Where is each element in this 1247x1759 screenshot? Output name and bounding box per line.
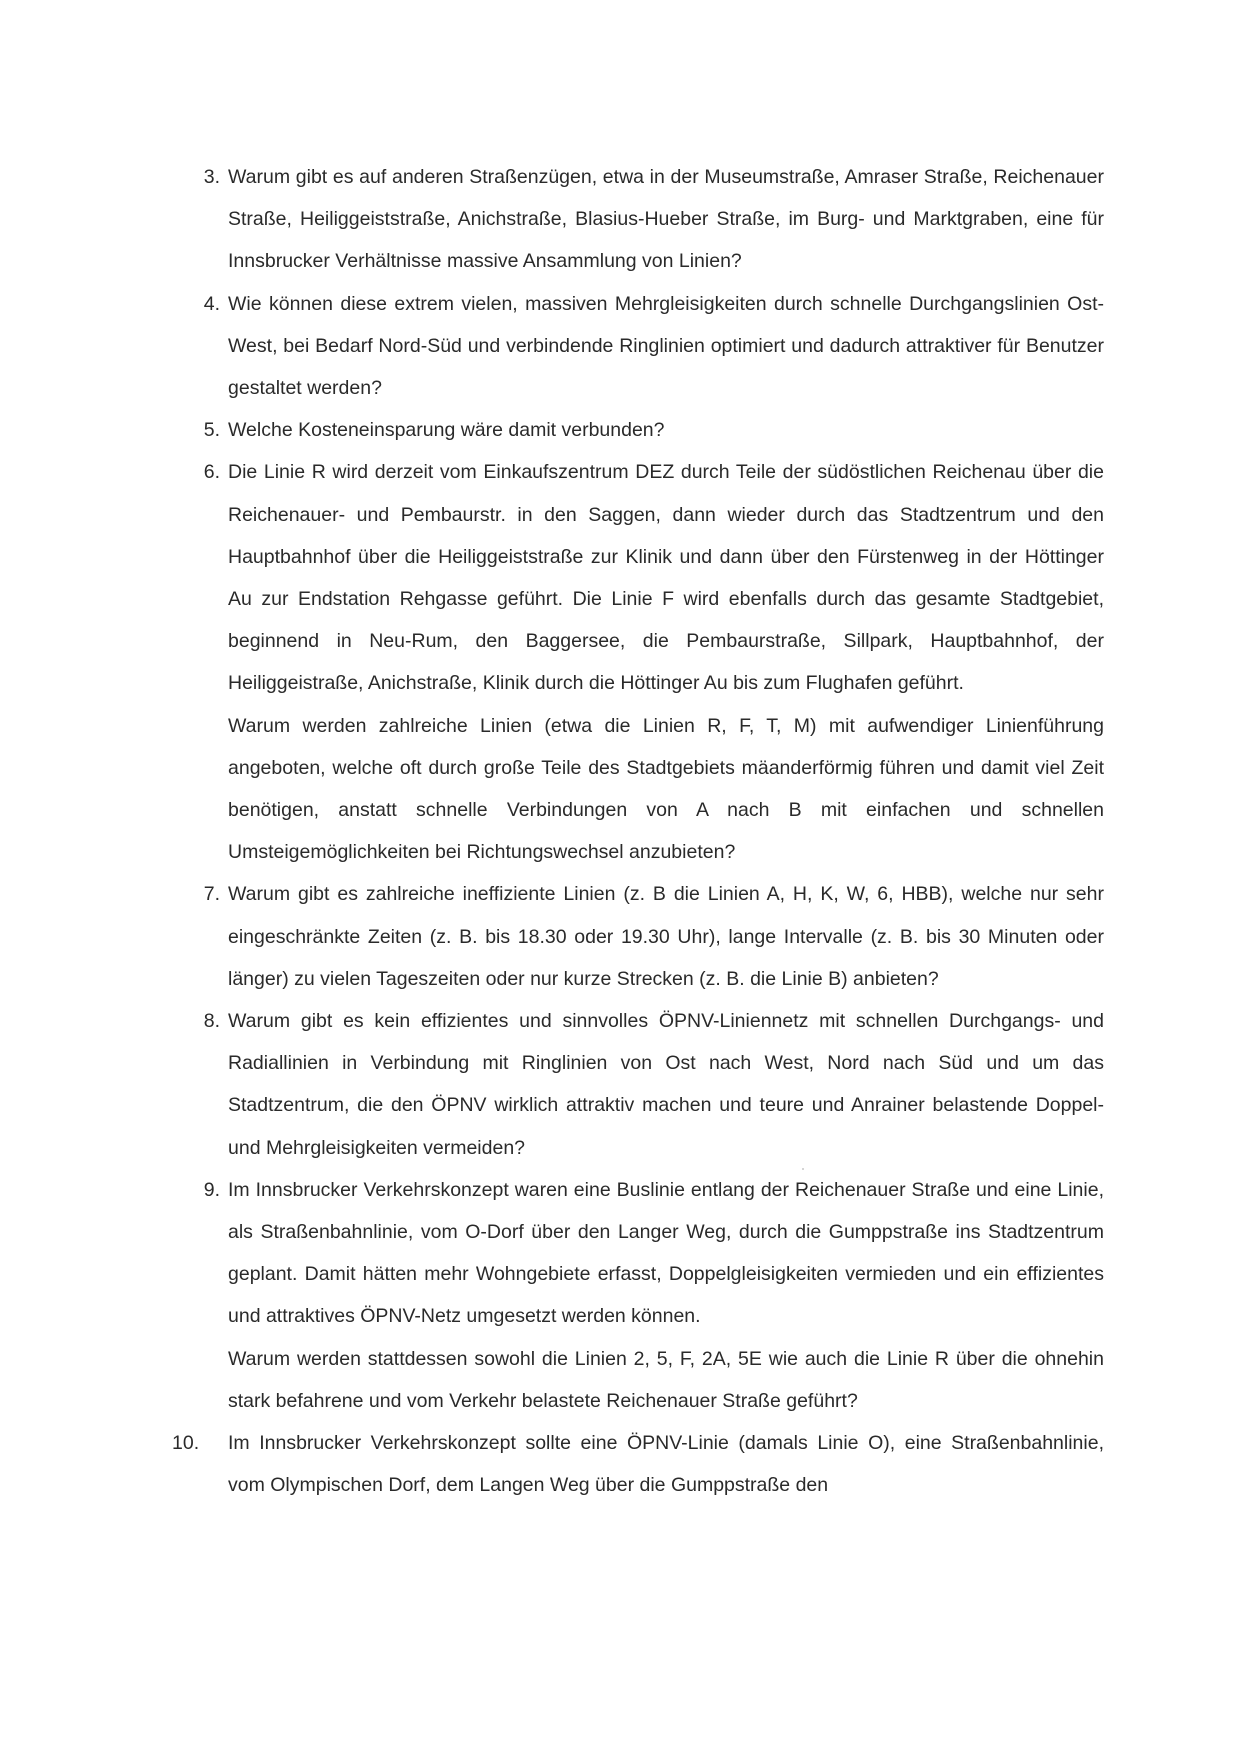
item-text: Warum gibt es auf anderen Straßenzügen, etwa in der Museumstraße, Amraser Straße, Reichenauer Straße, Heiliggeiststraße, Anichstraße, Blasius-Hueber Straße, im Burg- und Marktgraben, eine für Innsbrucker Verhältnisse massive Ansammlung von Linien? — [228, 166, 1104, 273]
item-number: 5. — [203, 419, 220, 442]
item-number: 7. — [203, 883, 220, 906]
list-item-10 — [172, 1422, 1104, 1506]
item-number: 3. — [203, 166, 220, 188]
item-number: 8. — [203, 1010, 220, 1033]
item-text: Welche Kosteneinsparung wäre damit verbunden? — [228, 419, 665, 442]
numbered-question-list — [172, 156, 1104, 1507]
item-number: 9. — [203, 1178, 220, 1201]
item-text: Wie können diese extrem vielen, massiven Mehrgleisigkeiten durch schnelle Durchgangslinien Ost-West, bei Bedarf Nord-Süd und verbindende Ringlinien optimiert und dadurch attraktiver für Benutzer gestaltet werden? — [228, 292, 1104, 400]
scan-speck — [802, 1168, 804, 1170]
list-item-5 — [186, 409, 1104, 451]
item-text: Warum gibt es kein effizientes und sinnvolles ÖPNV-Liniennetz mit schnellen Durchgangs- und Radiallinien in Verbindung mit Ringlinien von Ost nach West, Nord nach Süd und um das Stadtzentrum, die den ÖPNV wirklich attraktiv machen und teure und Anrainer belastende Doppel- und Mehrgleisigkeiten vermeiden? — [228, 1010, 1104, 1159]
item-number: 4. — [203, 292, 220, 315]
list-item-4 — [186, 283, 1104, 410]
list-item-7 — [186, 873, 1104, 1000]
item-question-text: Warum werden stattdessen sowohl die Linien 2, 5, F, 2A, 5E wie auch die Linie R über die ohnehin stark befahrene und vom Verkehr belastete Reichenauer Straße geführt? — [228, 1347, 1104, 1412]
item-text: Im Innsbrucker Verkehrskonzept waren eine Buslinie entlang der Reichenauer Straße und eine Linie, als Straßenbahnlinie, vom O-Dorf über den Langer Weg, durch die Gumppstraße ins Stadtzentrum geplant. Damit hätten mehr Wohngebiete erfasst, Doppelgleisigkeiten vermieden und ein effizientes und attraktives ÖPNV-Netz umgesetzt werden können. — [228, 1178, 1104, 1328]
list-item-3 — [186, 156, 1104, 283]
item-number: 10. — [172, 1432, 200, 1455]
item-text: Die Linie R wird derzeit vom Einkaufszentrum DEZ durch Teile der südöstlichen Reichenau über die Reichenauer- und Pembaurstr. in den Saggen, dann wieder durch das Stadtzentrum und den Hauptbahnhof über die Heiliggeiststraße zur Klinik und dann über den Fürstenweg in der Höttinger Au zur Endstation Rehgasse geführt. Die Linie F wird ebenfalls durch das gesamte Stadtgebiet, beginnend in Neu-Rum, den Baggersee, die Pembaurstraße, Sillpark, Hauptbahnhof, der Heiliggeistraße, Anichstraße, Klinik durch die Höttinger Au bis zum Flughafen geführt. — [228, 461, 1104, 695]
list-item-9 — [186, 1169, 1104, 1422]
item-text: Im Innsbrucker Verkehrskonzept sollte eine ÖPNV-Linie (damals Linie O), eine Straßenbahnlinie, vom Olympischen Dorf, dem Langen Weg über die Gumppstraße den — [228, 1432, 1104, 1497]
item-number: 6. — [203, 461, 220, 484]
item-question-text: Warum werden zahlreiche Linien (etwa die Linien R, F, T, M) mit aufwendiger Linienführung angeboten, welche oft durch große Teile des Stadtgebiets mäanderförmig führen und damit viel Zeit benötigen, anstatt schnelle Verbindungen von A nach B mit einfachen und schnellen Umsteigemöglichkeiten bei Richtungswechsel anzubieten? — [228, 714, 1104, 864]
list-item-8 — [186, 1000, 1104, 1169]
item-text: Warum gibt es zahlreiche ineffiziente Linien (z. B die Linien A, H, K, W, 6, HBB), welche nur sehr eingeschränkte Zeiten (z. B. bis 18.30 oder 19.30 Uhr), lange Intervalle (z. B. bis 30 Minuten oder länger) zu vielen Tageszeiten oder nur kurze Strecken (z. B. die Linie B) anbieten? — [228, 883, 1104, 990]
list-item-6 — [186, 451, 1104, 873]
